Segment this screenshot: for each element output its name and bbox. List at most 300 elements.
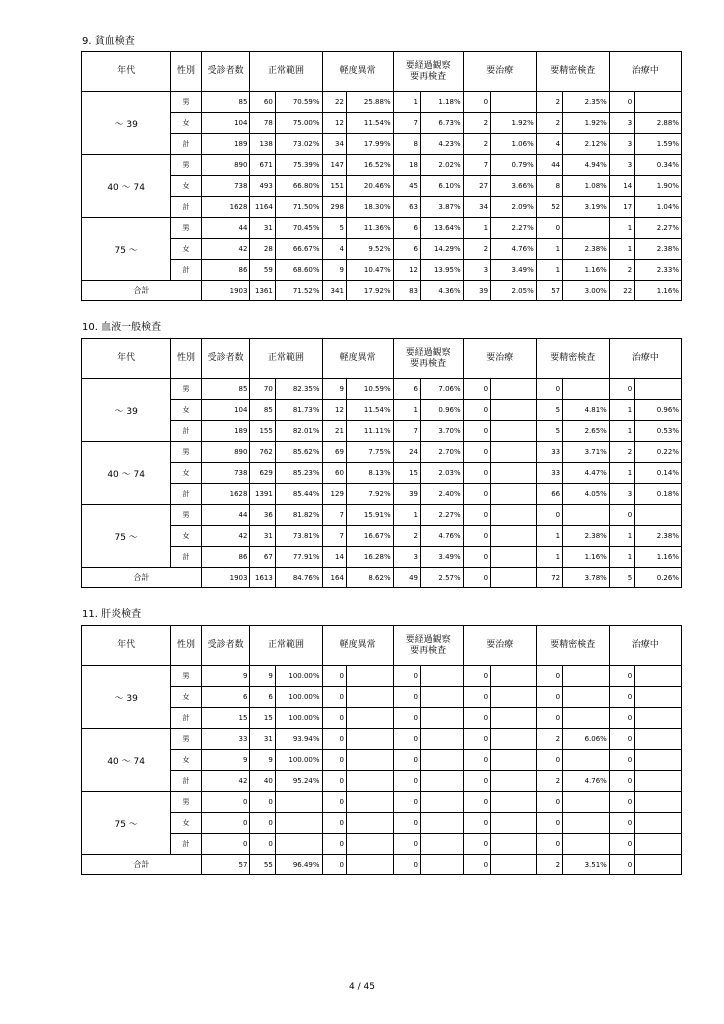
data-cell: 0 [250, 834, 275, 855]
data-cell [491, 547, 537, 568]
column-header: 要精密検査 [536, 52, 609, 92]
data-cell: 0 [463, 708, 490, 729]
data-cell: 2 [463, 134, 490, 155]
age-group-cell: 40 ～ 74 [82, 729, 171, 792]
header-row [82, 52, 682, 92]
data-cell [491, 708, 537, 729]
column-header: 年代 [82, 52, 171, 92]
data-cell: 7 [393, 421, 420, 442]
data-cell: 95.24% [275, 771, 322, 792]
data-cell: 0 [463, 687, 490, 708]
section-title: 11. 肝炎検査 [82, 609, 142, 620]
data-cell: 0 [393, 771, 420, 792]
data-cell: 2 [536, 92, 562, 113]
data-cell: 2.65% [563, 421, 610, 442]
data-cell: 3.49% [491, 260, 537, 281]
data-cell: 34 [463, 197, 490, 218]
data-cell: 33 [536, 442, 562, 463]
data-cell: 11.36% [346, 218, 393, 239]
table-row [82, 92, 682, 113]
data-cell [491, 750, 537, 771]
data-cell: 2.02% [421, 155, 464, 176]
data-cell: 0 [393, 834, 420, 855]
total-label: 合計 [82, 281, 202, 301]
table-row [82, 155, 682, 176]
data-cell [346, 771, 393, 792]
total-cell: 1361 [250, 281, 275, 301]
total-cell: 164 [322, 568, 346, 588]
data-cell [421, 792, 464, 813]
total-cell: 84.76% [275, 568, 322, 588]
data-cell: 85.62% [275, 442, 322, 463]
page-number: 4 / 45 [349, 982, 375, 992]
data-cell: 0 [609, 792, 634, 813]
total-cell: 71.52% [275, 281, 322, 301]
data-cell: 0 [393, 750, 420, 771]
data-cell: 138 [250, 134, 275, 155]
table-row [82, 239, 682, 260]
section-title: 10. 血液一般検査 [82, 322, 162, 333]
table-row [82, 547, 682, 568]
data-cell: 1 [536, 547, 562, 568]
sex-cell: 男 [171, 92, 201, 113]
data-cell [491, 484, 537, 505]
data-cell: 1.16% [635, 547, 682, 568]
total-cell: 96.49% [275, 855, 322, 875]
data-cell: 85 [250, 400, 275, 421]
data-cell: 0 [463, 526, 490, 547]
sex-cell: 男 [171, 155, 201, 176]
data-cell: 12 [322, 113, 346, 134]
sex-cell: 女 [171, 750, 201, 771]
data-cell: 18 [393, 155, 420, 176]
total-cell [491, 855, 537, 875]
data-cell: 7.75% [346, 442, 393, 463]
results-table [81, 51, 682, 301]
section-title: 9. 貧血検査 [82, 36, 135, 47]
total-cell: 57 [201, 855, 250, 875]
column-header: 正常範囲 [250, 52, 322, 92]
data-cell: 1 [536, 526, 562, 547]
table-row [82, 260, 682, 281]
data-cell: 42 [201, 526, 250, 547]
data-cell: 9 [250, 666, 275, 687]
data-cell: 42 [201, 239, 250, 260]
total-cell: 1613 [250, 568, 275, 588]
data-cell: 0 [609, 813, 634, 834]
data-cell: 4 [536, 134, 562, 155]
data-cell [491, 729, 537, 750]
data-cell: 4.94% [563, 155, 610, 176]
data-cell: 2.38% [635, 239, 682, 260]
data-cell: 28 [250, 239, 275, 260]
data-cell: 2.27% [421, 505, 464, 526]
data-cell: 85 [201, 379, 250, 400]
data-cell: 17 [609, 197, 634, 218]
data-cell: 0 [609, 379, 634, 400]
column-header: 受診者数 [201, 339, 250, 379]
data-cell: 629 [250, 463, 275, 484]
data-cell: 1 [609, 400, 634, 421]
total-cell: 57 [536, 281, 562, 301]
data-cell: 11.11% [346, 421, 393, 442]
data-cell: 1 [609, 463, 634, 484]
data-cell [346, 687, 393, 708]
data-cell: 1628 [201, 484, 250, 505]
data-cell: 0 [463, 771, 490, 792]
data-cell: 16.67% [346, 526, 393, 547]
data-cell: 2.38% [563, 239, 610, 260]
total-cell: 83 [393, 281, 420, 301]
data-cell: 1.18% [421, 92, 464, 113]
data-cell: 8.13% [346, 463, 393, 484]
age-group-cell: ～ 39 [82, 379, 171, 442]
data-cell: 3 [609, 134, 634, 155]
data-cell: 60 [250, 92, 275, 113]
data-cell: 738 [201, 176, 250, 197]
data-cell: 0 [463, 463, 490, 484]
sex-cell: 男 [171, 218, 201, 239]
data-cell: 3.70% [421, 421, 464, 442]
data-cell [563, 708, 610, 729]
total-cell: 8.62% [346, 568, 393, 588]
data-cell: 17.99% [346, 134, 393, 155]
table-row [82, 526, 682, 547]
data-cell: 1.90% [635, 176, 682, 197]
data-cell: 33 [536, 463, 562, 484]
data-cell: 52 [536, 197, 562, 218]
data-cell: 16.52% [346, 155, 393, 176]
table-row [82, 708, 682, 729]
data-cell: 1 [393, 92, 420, 113]
data-cell: 0 [536, 750, 562, 771]
data-cell [421, 708, 464, 729]
data-cell: 0 [463, 442, 490, 463]
data-cell: 0 [393, 666, 420, 687]
data-cell: 75.39% [275, 155, 322, 176]
data-cell: 70.59% [275, 92, 322, 113]
data-cell: 0 [463, 547, 490, 568]
data-cell: 60 [322, 463, 346, 484]
data-cell [491, 813, 537, 834]
data-cell: 4.76% [491, 239, 537, 260]
data-cell: 0 [322, 834, 346, 855]
data-cell: 77.91% [275, 547, 322, 568]
data-cell: 738 [201, 463, 250, 484]
data-cell: 7.92% [346, 484, 393, 505]
data-cell: 0 [609, 505, 634, 526]
data-cell: 2 [609, 442, 634, 463]
data-cell: 70.45% [275, 218, 322, 239]
data-cell: 0.79% [491, 155, 537, 176]
sex-cell: 計 [171, 484, 201, 505]
sex-cell: 計 [171, 134, 201, 155]
data-cell: 762 [250, 442, 275, 463]
data-cell [346, 708, 393, 729]
column-header: 治療中 [609, 626, 681, 666]
column-header: 要治療 [463, 626, 536, 666]
data-cell: 1 [609, 421, 634, 442]
data-cell: 1.04% [635, 197, 682, 218]
total-cell: 17.92% [346, 281, 393, 301]
data-cell: 9 [322, 379, 346, 400]
data-cell: 7 [393, 113, 420, 134]
data-cell [346, 666, 393, 687]
column-header: 要精密検査 [536, 339, 609, 379]
data-cell: 2 [463, 239, 490, 260]
data-cell: 93.94% [275, 729, 322, 750]
data-cell: 44 [201, 505, 250, 526]
sex-cell: 男 [171, 666, 201, 687]
column-header: 正常範囲 [250, 626, 322, 666]
data-cell: 0 [201, 813, 250, 834]
data-cell: 73.81% [275, 526, 322, 547]
data-cell: 31 [250, 729, 275, 750]
data-cell: 9.52% [346, 239, 393, 260]
data-cell: 42 [201, 771, 250, 792]
column-header: 要治療 [463, 52, 536, 92]
table-row [82, 113, 682, 134]
data-cell [421, 813, 464, 834]
data-cell: 0 [536, 687, 562, 708]
data-cell: 10.47% [346, 260, 393, 281]
data-cell: 70 [250, 379, 275, 400]
data-cell [275, 792, 322, 813]
data-cell: 69 [322, 442, 346, 463]
data-cell: 59 [250, 260, 275, 281]
data-cell: 1.59% [635, 134, 682, 155]
data-cell: 6 [393, 379, 420, 400]
data-cell: 0 [609, 687, 634, 708]
data-cell: 2 [536, 113, 562, 134]
data-cell: 85 [201, 92, 250, 113]
data-cell: 104 [201, 113, 250, 134]
data-cell: 6 [393, 239, 420, 260]
column-header: 受診者数 [201, 52, 250, 92]
total-cell: 1903 [201, 281, 250, 301]
data-cell [275, 813, 322, 834]
data-cell [635, 708, 682, 729]
data-cell [563, 218, 610, 239]
data-cell [635, 813, 682, 834]
sex-cell: 女 [171, 176, 201, 197]
data-cell: 66 [536, 484, 562, 505]
data-cell: 0 [393, 792, 420, 813]
data-cell [635, 379, 682, 400]
data-cell [635, 687, 682, 708]
sex-cell: 男 [171, 442, 201, 463]
data-cell: 11.54% [346, 113, 393, 134]
data-cell: 18.30% [346, 197, 393, 218]
data-cell: 0 [463, 400, 490, 421]
data-cell [491, 687, 537, 708]
data-cell: 493 [250, 176, 275, 197]
data-cell: 1.92% [491, 113, 537, 134]
data-cell [346, 750, 393, 771]
column-header: 要経過観察 要再検査 [393, 339, 463, 379]
column-header: 軽度異常 [322, 626, 393, 666]
table-row [82, 442, 682, 463]
data-cell [491, 442, 537, 463]
data-cell: 45 [393, 176, 420, 197]
data-cell: 129 [322, 484, 346, 505]
data-cell: 0 [322, 687, 346, 708]
total-cell: 0 [463, 568, 490, 588]
data-cell: 5 [536, 400, 562, 421]
sex-cell: 計 [171, 197, 201, 218]
data-cell: 0 [536, 834, 562, 855]
table-row [82, 484, 682, 505]
data-cell [635, 834, 682, 855]
data-cell: 151 [322, 176, 346, 197]
data-cell: 31 [250, 526, 275, 547]
data-cell: 0 [536, 379, 562, 400]
data-cell [491, 666, 537, 687]
data-cell: 0 [463, 666, 490, 687]
total-row [82, 568, 682, 588]
data-cell [491, 526, 537, 547]
data-cell: 4.76% [563, 771, 610, 792]
data-cell: 0 [393, 813, 420, 834]
total-cell: 3.51% [563, 855, 610, 875]
data-cell: 0 [463, 792, 490, 813]
data-cell: 40 [250, 771, 275, 792]
data-cell: 100.00% [275, 708, 322, 729]
column-header: 性別 [171, 52, 201, 92]
data-cell: 2.27% [635, 218, 682, 239]
total-cell: 5 [609, 568, 634, 588]
data-cell: 6 [250, 687, 275, 708]
data-cell: 12 [393, 260, 420, 281]
data-cell [635, 92, 682, 113]
data-cell: 1 [609, 218, 634, 239]
sex-cell: 男 [171, 729, 201, 750]
total-cell: 2.57% [421, 568, 464, 588]
data-cell: 1 [393, 505, 420, 526]
data-cell: 1.16% [563, 547, 610, 568]
total-cell: 341 [322, 281, 346, 301]
table-row [82, 729, 682, 750]
data-cell: 9 [322, 260, 346, 281]
data-cell: 1.06% [491, 134, 537, 155]
table-row [82, 218, 682, 239]
data-cell: 13.95% [421, 260, 464, 281]
data-cell: 147 [322, 155, 346, 176]
data-cell: 0 [393, 729, 420, 750]
data-cell: 78 [250, 113, 275, 134]
data-cell: 63 [393, 197, 420, 218]
data-cell: 73.02% [275, 134, 322, 155]
data-cell: 86 [201, 547, 250, 568]
data-cell: 0 [322, 729, 346, 750]
data-cell: 1628 [201, 197, 250, 218]
data-cell: 0 [322, 813, 346, 834]
data-cell [346, 834, 393, 855]
data-cell: 0 [463, 813, 490, 834]
data-cell [635, 750, 682, 771]
data-cell: 2.38% [563, 526, 610, 547]
data-cell: 85.44% [275, 484, 322, 505]
total-row [82, 281, 682, 301]
total-cell: 22 [609, 281, 634, 301]
sex-cell: 計 [171, 771, 201, 792]
data-cell [421, 729, 464, 750]
data-cell: 4.23% [421, 134, 464, 155]
data-cell: 9 [250, 750, 275, 771]
data-cell [346, 813, 393, 834]
total-cell [421, 855, 464, 875]
data-cell [491, 421, 537, 442]
data-cell: 20.46% [346, 176, 393, 197]
column-header: 受診者数 [201, 626, 250, 666]
data-cell: 0 [609, 708, 634, 729]
data-cell: 24 [393, 442, 420, 463]
data-cell: 67 [250, 547, 275, 568]
data-cell: 82.35% [275, 379, 322, 400]
data-cell: 0 [536, 792, 562, 813]
data-cell: 0.53% [635, 421, 682, 442]
total-cell: 3.00% [563, 281, 610, 301]
data-cell: 0 [463, 379, 490, 400]
data-cell: 86 [201, 260, 250, 281]
data-cell: 3 [609, 155, 634, 176]
results-table [81, 338, 682, 588]
sex-cell: 計 [171, 421, 201, 442]
total-cell [346, 855, 393, 875]
sex-cell: 女 [171, 239, 201, 260]
data-cell: 155 [250, 421, 275, 442]
table-row [82, 666, 682, 687]
data-cell: 0 [463, 92, 490, 113]
data-cell [421, 771, 464, 792]
data-cell: 2 [393, 526, 420, 547]
total-cell: 0 [322, 855, 346, 875]
column-header: 年代 [82, 626, 171, 666]
total-cell: 1903 [201, 568, 250, 588]
column-header: 要精密検査 [536, 626, 609, 666]
data-cell: 1 [536, 239, 562, 260]
data-cell [635, 729, 682, 750]
data-cell [635, 771, 682, 792]
data-cell: 2.33% [635, 260, 682, 281]
data-cell: 14 [609, 176, 634, 197]
data-cell: 34 [322, 134, 346, 155]
data-cell: 6.10% [421, 176, 464, 197]
data-cell: 2.40% [421, 484, 464, 505]
data-cell: 5 [536, 421, 562, 442]
data-cell: 27 [463, 176, 490, 197]
age-group-cell: 40 ～ 74 [82, 155, 171, 218]
data-cell: 1.16% [563, 260, 610, 281]
table-row [82, 176, 682, 197]
sex-cell: 計 [171, 260, 201, 281]
table-row [82, 505, 682, 526]
data-cell: 14 [322, 547, 346, 568]
sex-cell: 女 [171, 113, 201, 134]
data-cell: 100.00% [275, 666, 322, 687]
data-cell [346, 792, 393, 813]
data-cell: 7.06% [421, 379, 464, 400]
data-cell [563, 666, 610, 687]
data-cell: 0 [536, 813, 562, 834]
total-cell: 0 [393, 855, 420, 875]
data-cell: 0 [609, 750, 634, 771]
data-cell [491, 400, 537, 421]
data-cell: 671 [250, 155, 275, 176]
total-cell [635, 855, 682, 875]
data-cell: 0 [322, 666, 346, 687]
total-cell: 2.05% [491, 281, 537, 301]
